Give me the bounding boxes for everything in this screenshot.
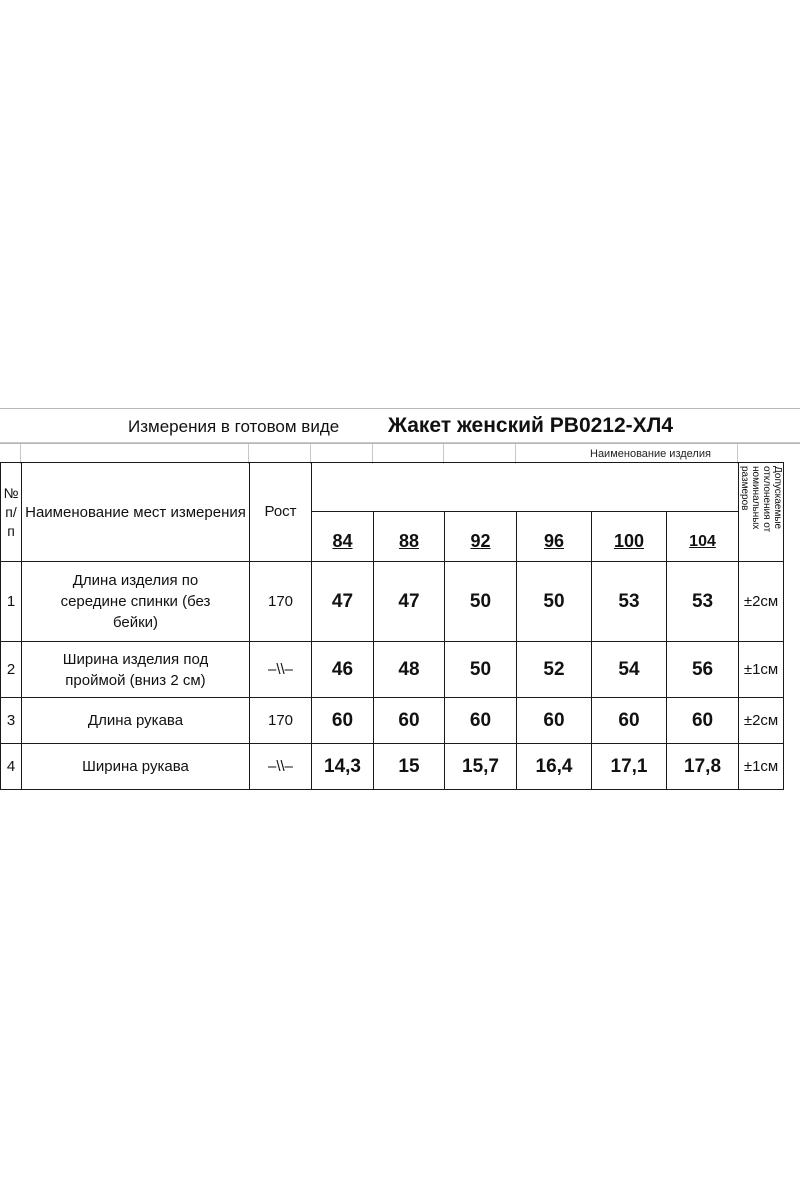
col-header-num-label: № п/ п <box>3 484 19 539</box>
row-value: 50 <box>517 562 592 642</box>
size-label: 92 <box>470 531 491 551</box>
row-value: 60 <box>312 698 374 744</box>
product-name: Жакет женский РВ0212-ХЛ4 <box>388 414 674 437</box>
table-row <box>1 744 784 790</box>
col-header-name: Наименование мест измерения <box>22 463 250 562</box>
size-header <box>517 512 592 562</box>
col-header-tolerance <box>739 463 784 562</box>
row-name: Длина рукава <box>22 698 250 744</box>
size-chart-sheet <box>0 408 800 777</box>
row-height: 170 <box>250 562 312 642</box>
row-value: 16,4 <box>517 744 592 790</box>
size-header <box>445 512 517 562</box>
row-value: 53 <box>667 562 739 642</box>
product-label: Наименование изделия <box>590 448 711 460</box>
table-row <box>1 642 784 698</box>
size-label: 104 <box>689 532 716 550</box>
row-value: 46 <box>312 642 374 698</box>
row-name: Длина изделия по середине спинки (без бейки) <box>22 562 250 642</box>
row-height: –\\– <box>250 744 312 790</box>
row-tolerance: ±1см <box>739 642 784 698</box>
size-header <box>592 512 667 562</box>
row-value: 17,1 <box>592 744 667 790</box>
subheader-row <box>0 443 800 464</box>
row-value: 50 <box>445 642 517 698</box>
size-header <box>374 512 445 562</box>
size-header <box>667 512 739 562</box>
col-header-num <box>1 463 22 562</box>
row-value: 60 <box>374 698 445 744</box>
tolerance-header-text: Допускаемые отклонения от номинальных размеров <box>739 466 784 533</box>
row-name: Ширина рукава <box>22 744 250 790</box>
row-tolerance: ±2см <box>739 698 784 744</box>
row-value: 17,8 <box>667 744 739 790</box>
size-label: 88 <box>398 531 420 551</box>
row-height: –\\– <box>250 642 312 698</box>
row-value: 60 <box>667 698 739 744</box>
row-value: 47 <box>374 562 445 642</box>
row-tolerance: ±2см <box>739 562 784 642</box>
row-value: 60 <box>592 698 667 744</box>
size-header <box>312 512 374 562</box>
row-value: 48 <box>374 642 445 698</box>
row-num: 3 <box>1 698 22 744</box>
row-value: 52 <box>517 642 592 698</box>
row-num: 4 <box>1 744 22 790</box>
size-label: 96 <box>543 531 565 551</box>
row-value: 60 <box>517 698 592 744</box>
row-num: 1 <box>1 562 22 642</box>
measurement-table <box>0 462 784 790</box>
size-label: 100 <box>613 531 645 551</box>
row-name: Ширина изделия под проймой (вниз 2 см) <box>22 642 250 698</box>
row-value: 15,7 <box>445 744 517 790</box>
row-value: 56 <box>667 642 739 698</box>
size-label: 84 <box>332 531 353 551</box>
row-num: 2 <box>1 642 22 698</box>
row-value: 15 <box>374 744 445 790</box>
row-value: 50 <box>445 562 517 642</box>
title-row <box>0 408 800 443</box>
col-header-height: Рост <box>250 463 312 562</box>
sizes-group-header <box>312 463 739 512</box>
row-tolerance: ±1см <box>739 744 784 790</box>
measurements-label: Измерения в готовом виде <box>128 417 340 436</box>
row-value: 60 <box>445 698 517 744</box>
row-value: 14,3 <box>312 744 374 790</box>
row-height: 170 <box>250 698 312 744</box>
table-row <box>1 698 784 744</box>
row-value: 47 <box>312 562 374 642</box>
row-value: 54 <box>592 642 667 698</box>
row-value: 53 <box>592 562 667 642</box>
header-row <box>1 463 784 512</box>
table-row <box>1 562 784 642</box>
